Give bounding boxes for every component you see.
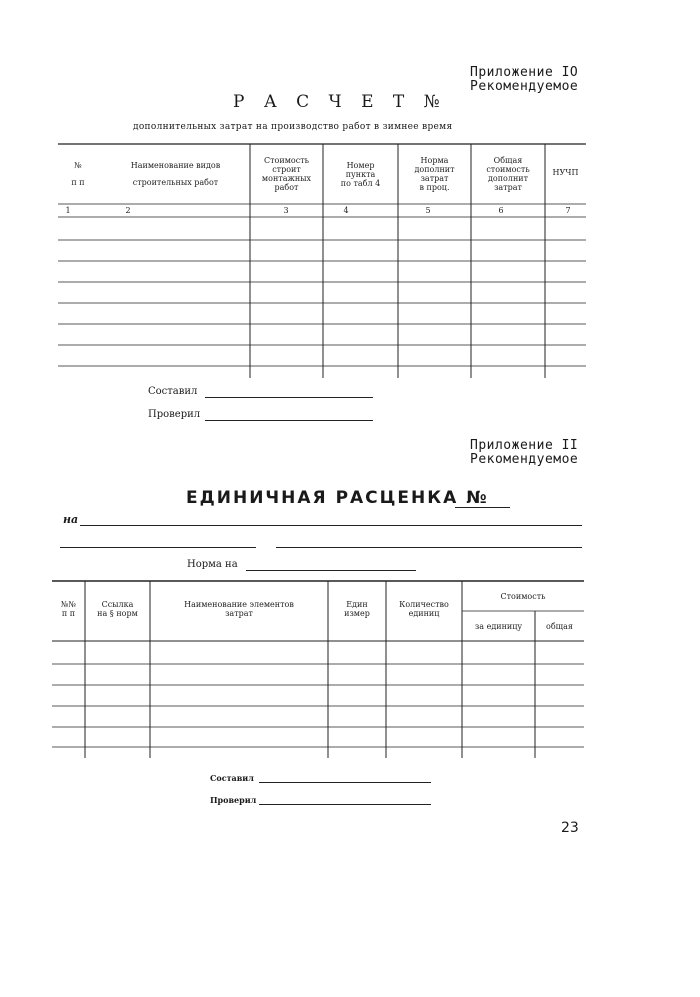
col2-header-quantity: Количество единиц: [399, 600, 449, 618]
col-number-4: 4: [343, 206, 349, 215]
col2-header-per-unit: за единицу: [474, 622, 523, 631]
form1-table: [58, 143, 586, 383]
form1-checked-line[interactable]: [205, 420, 373, 421]
col-header-total-cost: Общая стоимость дополнит затрат: [486, 156, 530, 192]
form2-table: [52, 580, 584, 762]
form2-on-line[interactable]: [80, 525, 582, 526]
page-number: 23: [561, 820, 579, 836]
col-header-item-number: Номер пункта по табл 4: [340, 161, 381, 188]
form2-checked-line[interactable]: [259, 804, 431, 805]
form1-compiled-label: Составил: [148, 386, 198, 397]
col-number-6: 6: [498, 206, 504, 215]
col2-header-reference: Ссылка на § норм: [97, 600, 138, 618]
form2-on-label: на: [63, 513, 79, 526]
col-number-2: 2: [125, 206, 131, 215]
col-number-7: 7: [565, 206, 571, 215]
form2-checked-label: Проверил: [210, 795, 257, 805]
col-number-5: 5: [425, 206, 431, 215]
col-header-cost: Стоимость строит монтажных работ: [261, 156, 312, 192]
col2-header-num: №№ п п: [60, 600, 77, 618]
col-header-nuchp: НУЧП: [552, 168, 579, 177]
appendix-10-line1: Приложение IO: [470, 65, 579, 80]
form2-extra-line-right[interactable]: [276, 547, 582, 548]
form1-checked-label: Проверил: [148, 409, 201, 420]
form1-compiled-line[interactable]: [205, 397, 373, 398]
appendix-11-line2: Рекомендуемое: [470, 452, 579, 467]
col-header-num: № п п: [71, 161, 85, 187]
appendix-10-line2: Рекомендуемое: [470, 79, 579, 94]
form2-extra-line-left[interactable]: [60, 547, 256, 548]
appendix-11-line1: Приложение II: [470, 438, 579, 453]
col2-header-cost: Стоимость: [500, 592, 546, 601]
col2-header-unit: Един измер: [344, 600, 370, 618]
form2-norm-label: Норма на: [187, 559, 238, 570]
col-number-3: 3: [283, 206, 289, 215]
form2-compiled-label: Составил: [210, 773, 254, 783]
form2-compiled-line[interactable]: [259, 782, 431, 783]
form1-subtitle: дополнительных затрат на производство работ в зимнее время: [133, 122, 453, 132]
col2-header-total: общая: [546, 622, 573, 631]
form2-norm-line[interactable]: [246, 570, 416, 571]
form2-number-line[interactable]: [455, 507, 510, 508]
col-header-norm: Норма дополнит затрат в проц.: [414, 156, 455, 192]
col-header-work-name: Наименование видов строительных работ: [130, 161, 221, 187]
col-number-1: 1: [65, 206, 71, 215]
form1-title: Р А С Ч Е Т №: [233, 92, 447, 112]
col2-header-element-name: Наименование элементов затрат: [184, 600, 294, 618]
form2-title: ЕДИНИЧНАЯ РАСЦЕНКА №: [186, 488, 489, 508]
